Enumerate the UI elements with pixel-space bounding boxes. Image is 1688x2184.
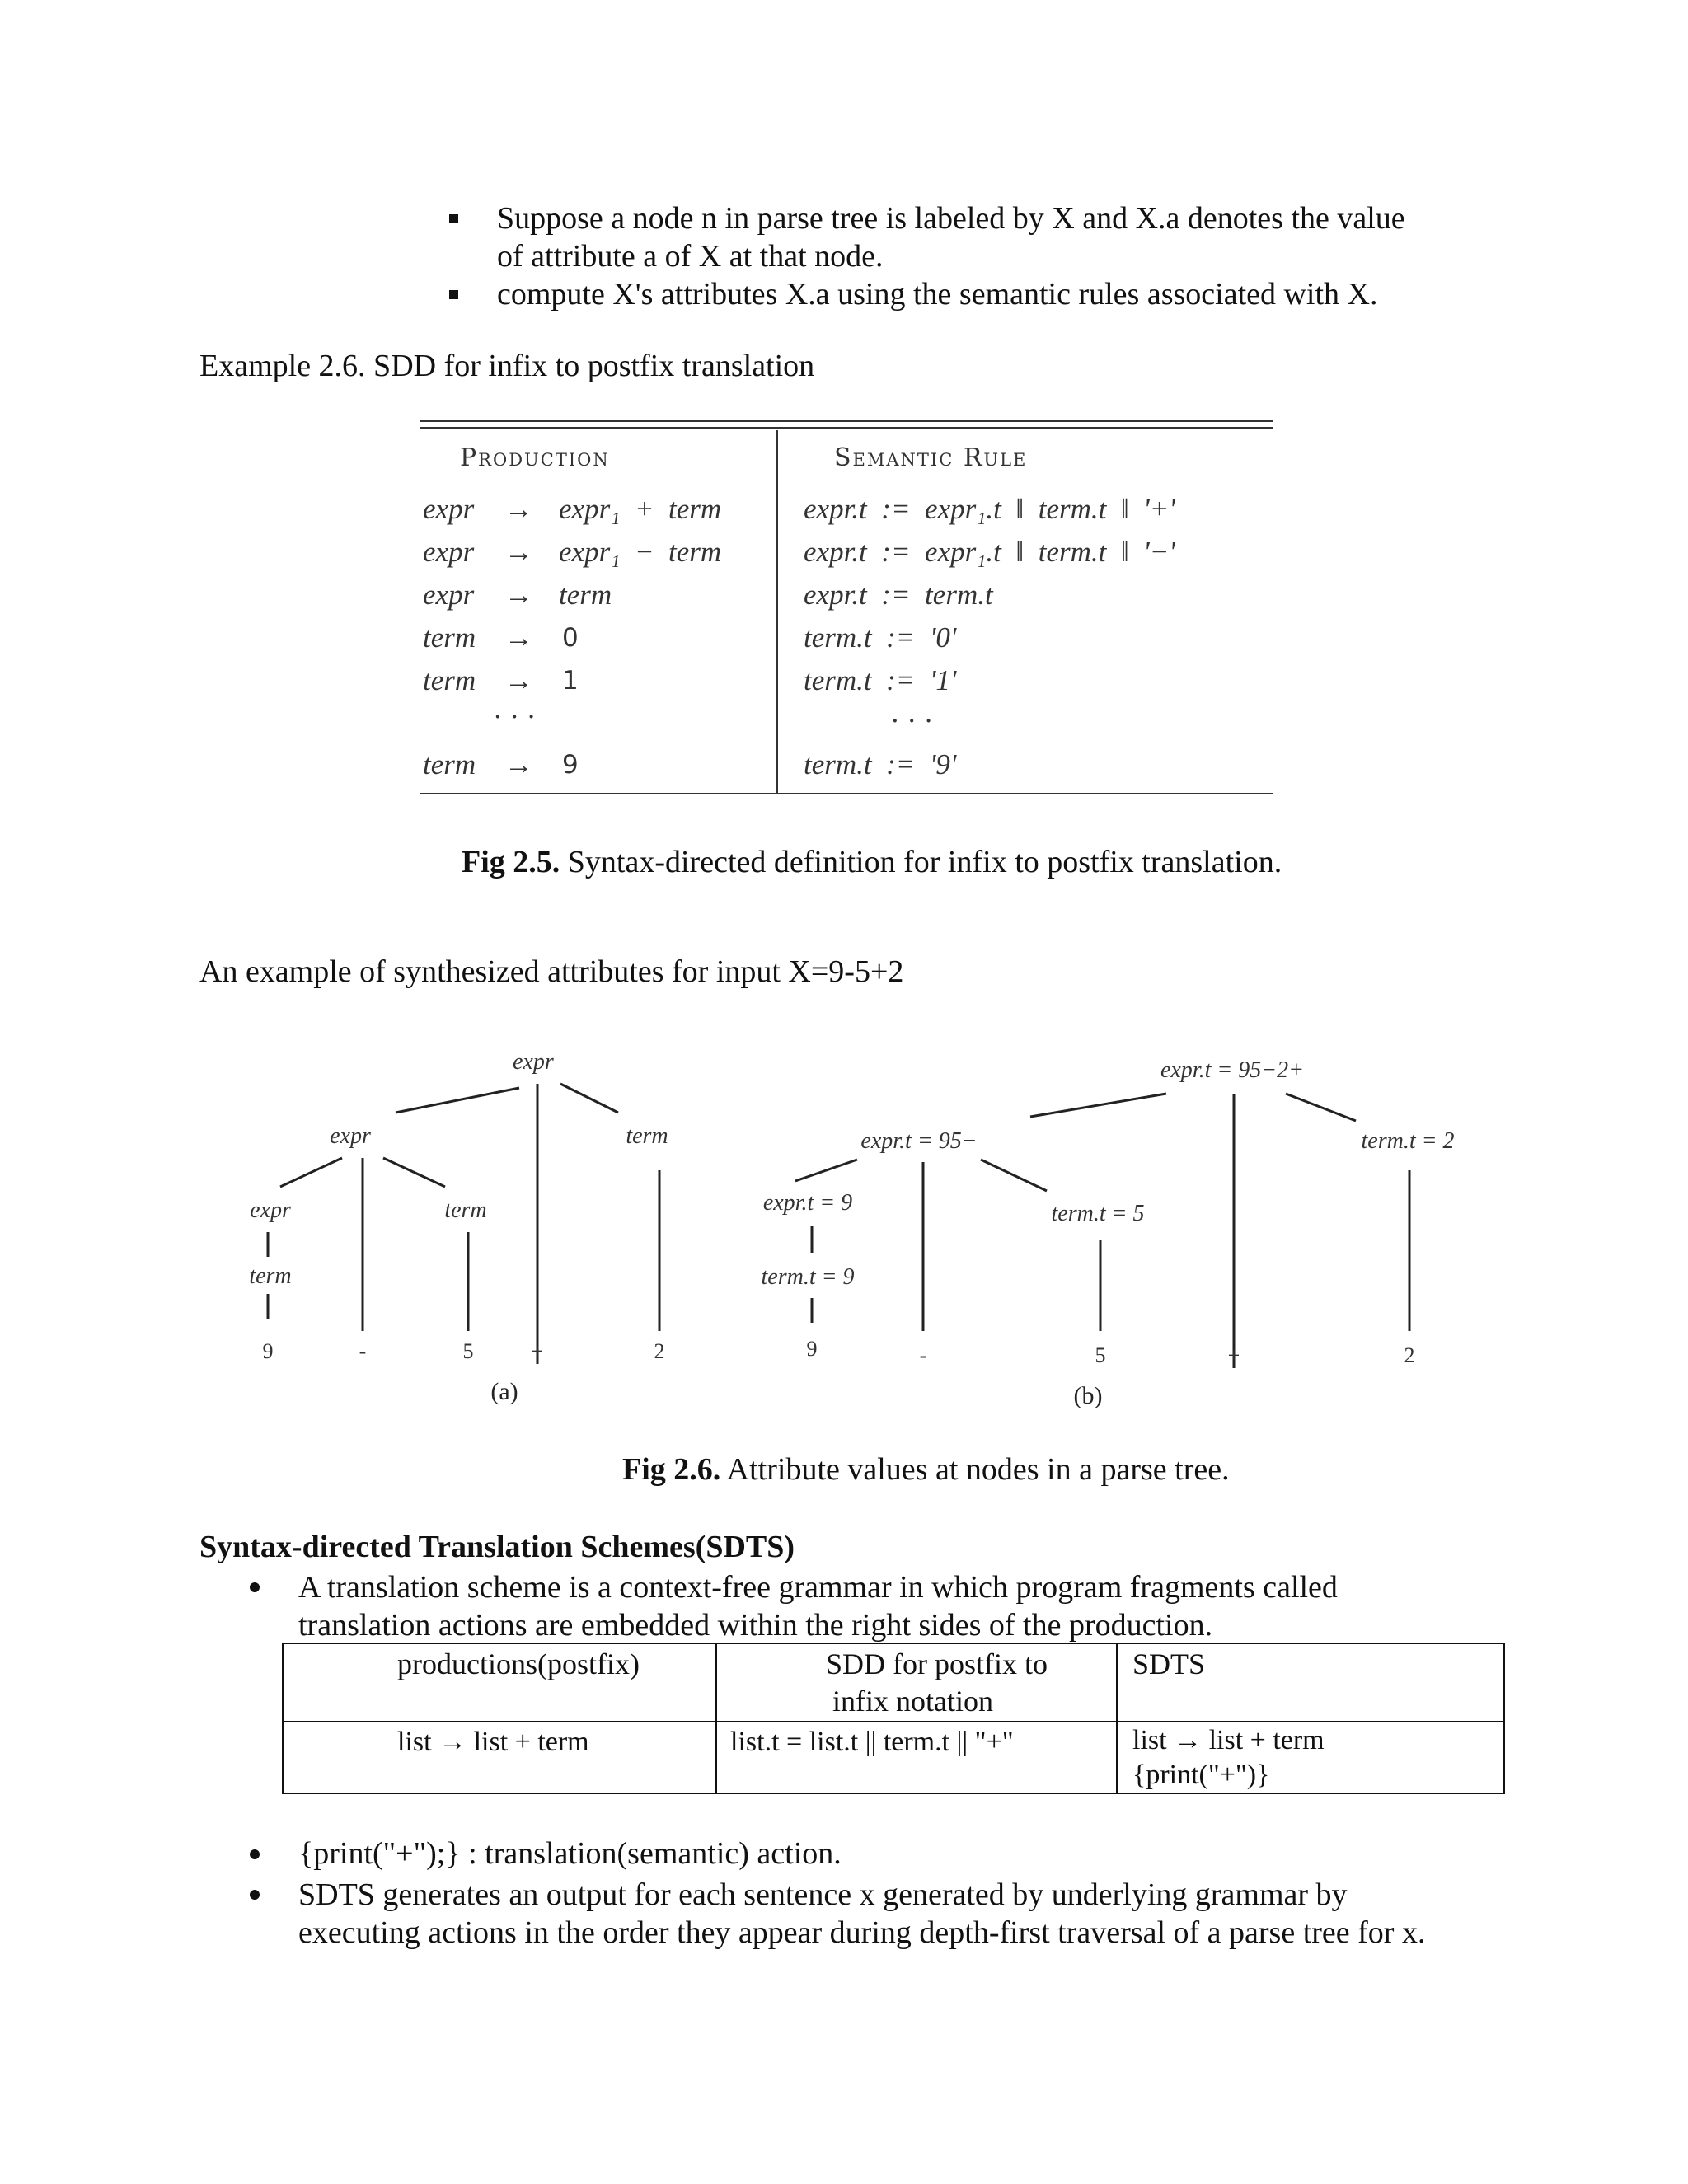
tree-b-leaf-5: 5 (1095, 1343, 1106, 1367)
bullet-dot-icon (250, 1582, 260, 1592)
row-rule: term.t := '1' (804, 664, 957, 696)
sdts-cell-sdts: list → list + term {print("+")} (1132, 1725, 1325, 1790)
row-arrow: → (504, 664, 533, 696)
sdts-bullet-1: A translation scheme is a context-free grammar in which program fragments called translation actions are embedded within the right sides of the production. (298, 1570, 1338, 1643)
row-arrow: → (504, 621, 533, 654)
tree-b-label: (b) (1073, 1382, 1103, 1409)
tree-b-leaf-plus: + (1227, 1343, 1240, 1367)
row-rhs: expr₁ − term (559, 536, 722, 568)
tree-b-leaf-9: 9 (806, 1337, 818, 1361)
fig26-caption: Fig 2.6. Attribute values at nodes in a parse tree. (622, 1452, 1230, 1487)
tree-a-expr-mid: expr (330, 1123, 371, 1149)
row-lhs: term (423, 748, 476, 780)
row-rule: expr.t := term.t (804, 579, 993, 611)
sdts-cell-production: list → list + term (397, 1727, 589, 1757)
bullet-dot-icon (250, 1849, 260, 1859)
bullet-text: Suppose a node n in parse tree is labeled by X and X.a denotes the value of attribute a of X at that node. (497, 201, 1405, 274)
sdts-table (282, 1643, 1505, 1794)
tree-a-root: expr (513, 1049, 554, 1075)
tree-b-root: expr.t = 95−2+ (1160, 1057, 1305, 1083)
tree-a-label: (a) (490, 1378, 518, 1405)
row-lhs: term (423, 621, 476, 654)
fig25-caption: Fig 2.5. Syntax-directed definition for infix to postfix translation. (462, 845, 1282, 879)
sdts-bullet-2: {print("+");} : translation(semantic) action. (298, 1836, 842, 1871)
sdd-table (420, 420, 1273, 795)
tree-b-term-mid: term.t = 5 (1051, 1201, 1145, 1226)
row-lhs: term (423, 664, 476, 696)
tree-a-leaf-9: 9 (262, 1339, 274, 1363)
tree-b-term-left: term.t = 9 (761, 1264, 855, 1290)
tree-a-term-left: term (249, 1263, 292, 1289)
sdts-heading: Syntax-directed Translation Schemes(SDTS) (199, 1530, 795, 1564)
square-bullet-icon (449, 290, 458, 299)
row-rhs: term (559, 579, 612, 611)
bullet-text: compute X's attributes X.a using the semantic rules associated with X. (497, 277, 1378, 312)
row-lhs: expr (423, 536, 475, 568)
sdts-header-productions: productions(postfix) (397, 1647, 640, 1680)
tree-a-leaf-minus: - (359, 1339, 367, 1363)
sdts-header-sdd: SDD for postfix to infix notation (826, 1647, 1048, 1718)
synth-heading: An example of synthesized attributes for input X=9-5+2 (199, 954, 904, 989)
tree-a-leaf-5: 5 (462, 1339, 474, 1363)
parse-tree-figure (214, 1034, 1508, 1430)
sdts-cell-sdd: list.t = list.t || term.t || "+" (730, 1727, 1014, 1757)
tree-a-term-mid: term (444, 1197, 487, 1223)
tree-a-leaf-plus: + (531, 1339, 544, 1363)
tree-b-term-right: term.t = 2 (1361, 1128, 1455, 1154)
row-rule: expr.t := expr₁.t ‖ term.t ‖ '−' (804, 536, 1175, 568)
row-arrow: → (504, 748, 533, 780)
tree-b-leaf-2: 2 (1404, 1343, 1415, 1367)
row-lhs: expr (423, 579, 475, 611)
row-arrow: → (504, 536, 533, 568)
row-rule: expr.t := expr₁.t ‖ term.t ‖ '+' (804, 493, 1175, 525)
square-bullet-icon (449, 214, 458, 223)
tree-b-leaf-minus: - (919, 1343, 927, 1367)
row-ellipsis: · · · (493, 701, 537, 733)
row-rhs: 0 (562, 623, 579, 653)
header-semantic-rule: Semantic Rule (834, 443, 1028, 472)
row-ellipsis: · · · (890, 705, 934, 737)
sdts-bullet-3: SDTS generates an output for each sentence x generated by underlying grammar by executing actions in the order they appear during depth-first traversal of a parse tree for x. (298, 1877, 1426, 1950)
tree-a-leaf-2: 2 (654, 1339, 665, 1363)
sdts-header-sdts: SDTS (1132, 1647, 1206, 1680)
row-rule: term.t := '0' (804, 621, 957, 654)
tree-a-expr-left: expr (250, 1197, 291, 1223)
row-lhs: expr (423, 493, 475, 525)
tree-b-expr-mid: expr.t = 95− (860, 1128, 978, 1154)
header-production: Production (460, 443, 610, 472)
row-rhs: expr₁ + term (559, 493, 722, 525)
example-heading: Example 2.6. SDD for infix to postfix translation (199, 349, 815, 383)
bullet-dot-icon (250, 1890, 260, 1900)
row-arrow: → (504, 493, 533, 525)
tree-b-expr-left: expr.t = 9 (762, 1190, 853, 1216)
row-rule: term.t := '9' (804, 748, 957, 780)
row-arrow: → (504, 579, 533, 611)
row-rhs: 9 (562, 750, 579, 780)
row-rhs: 1 (562, 666, 579, 696)
tree-a-term-right: term (626, 1123, 668, 1149)
